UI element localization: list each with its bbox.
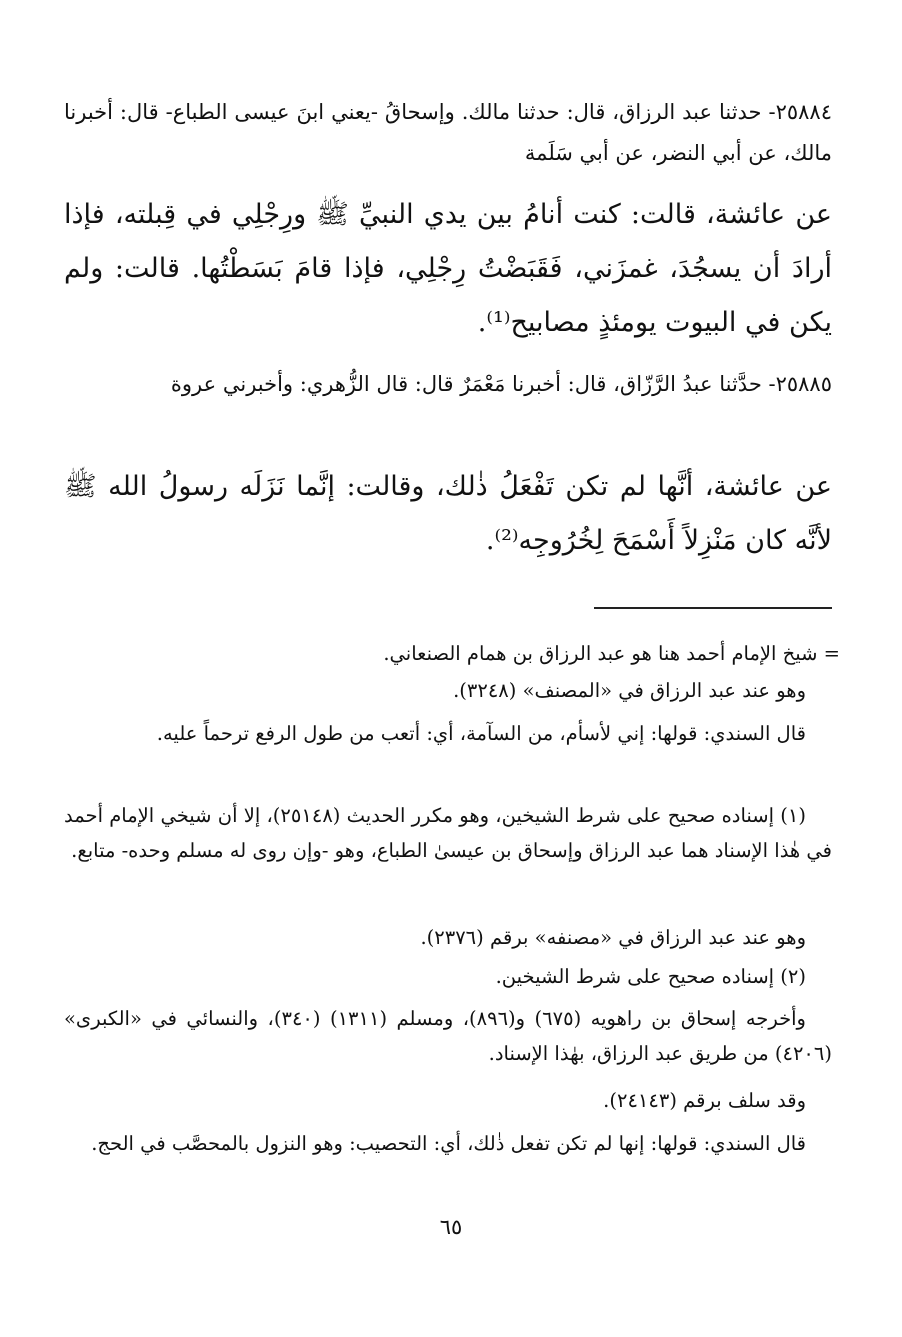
footnote-2-takhrij: وأخرجه إسحاق بن راهويه (٦٧٥) و(٨٩٦)، ومسلم (١٣١١) (٣٤٠)، والنسائي في «الكبرى» (٤٢٠٦) من طريق عبد الرزاق، بهٰذا الإسناد. (64, 1007, 832, 1065)
footnote-1: (١) إسناده صحيح على شرط الشيخين، وهو مكرر الحديث (٢٥١٤٨)، إلا أن شيخي الإمام أحمد في هٰذا الإسناد هما عبد الرزاق وإسحاق بن عيسىٰ الطباع، وهو -وإن روى له مسلم وحده- متابع. (64, 804, 832, 862)
footnote-source: وهو عند عبد الرزاق في «المصنف» (٣٢٤٨). (453, 679, 806, 702)
footnote-2: (٢) إسناده صحيح على شرط الشيخين. (495, 965, 806, 988)
page-number: ٦٥ (439, 1215, 463, 1239)
hadith-25885-isnad: ٢٥٨٨٥- حدَّثنا عبدُ الرَّزّاق، قال: أخبرنا مَعْمَرٌ قال: قال الزُّهري: وأخبرني عروة (170, 372, 832, 396)
footnote-2-salaf: وقد سلف برقم (٢٤١٤٣). (603, 1089, 806, 1112)
footnote-1-source: وهو عند عبد الرزاق في «مصنفه» برقم (٢٣٧٦). (420, 926, 806, 949)
footnote-sindi-1: قال السندي: قولها: إني لأسأم، من السآمة، أي: أتعب من طول الرفع ترحماً عليه. (156, 722, 806, 745)
footnote-continuation: = شيخ الإمام أحمد هنا هو عبد الرزاق بن همام الصنعاني. (383, 642, 840, 665)
footnote-sindi-2: قال السندي: قولها: إنها لم تكن تفعل ذٰلك، أي: التحصيب: وهو النزول بالمحصَّب في الحج. (91, 1132, 806, 1155)
hadith-25884-matn: عن عائشة، قالت: كنت أنامُ بين يدي النبيِّ ﷺ ورِجْلِي في قِبلته، فإذا أرادَ أن يسجُدَ، غمزَني، فَقَبَضْتُ رِجْلِي، فإذا قامَ بَسَطْتُها. قالت: ولم يكن في البيوت يومئذٍ مصابيح⁽¹⁾. (64, 199, 832, 338)
hadith-25885-matn: عن عائشة، أنَّها لم تكن تَفْعَلُ ذٰلك، وقالت: إنَّما نَزَلَه رسولُ الله ﷺ لأنَّه كان مَنْزِلاً أَسْمَحَ لِخُرُوجِه⁽²⁾. (64, 471, 832, 556)
hadith-25884-isnad: ٢٥٨٨٤- حدثنا عبد الرزاق، قال: حدثنا مالك. وإسحاقُ -يعني ابنَ عيسى الطباع- قال: أخبرنا مالك، عن أبي النضر، عن أبي سَلَمة (64, 100, 832, 165)
footnote-divider (594, 607, 832, 609)
